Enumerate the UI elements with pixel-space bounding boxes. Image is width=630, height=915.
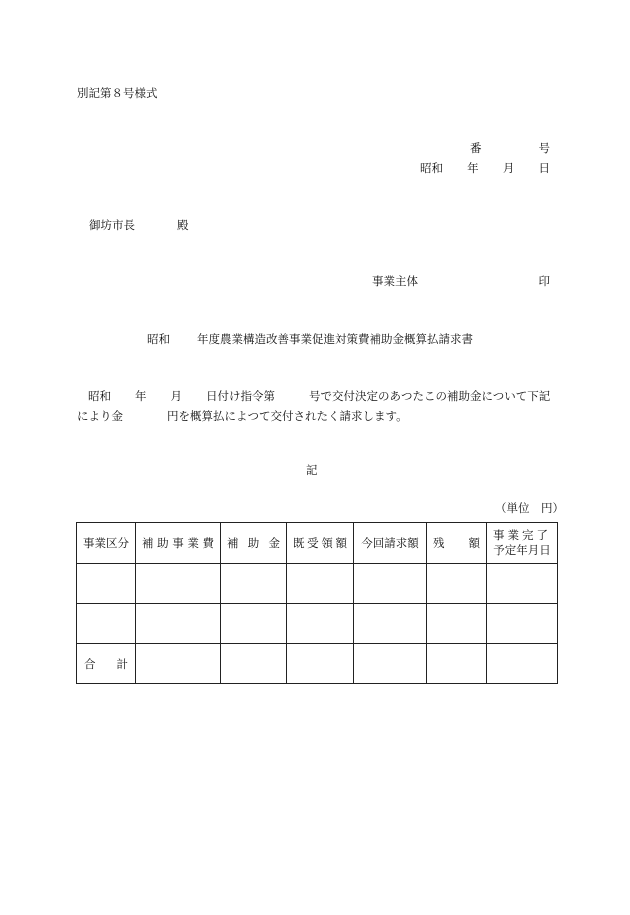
addressee-line [89, 217, 189, 233]
ki-heading: 記 [306, 463, 318, 477]
document-date-line [420, 160, 550, 176]
header-zangaku: 残 額 [427, 523, 487, 564]
body-end: 円を概算払によつて交付されたく請求します。 [167, 409, 408, 423]
seal-mark: 印 [538, 274, 550, 288]
body-mid: 号で交付決定のあつたこの補助金について下記により金 [77, 389, 551, 423]
date-month-label: 月 [502, 161, 515, 175]
body-era: 昭和 [88, 389, 111, 403]
body-date-part: 日付け指令第 [206, 389, 275, 403]
header-kijuryogaku: 既 受 領 額 [287, 523, 354, 564]
addressee-honorific: 殿 [177, 218, 189, 232]
document-number-line [470, 140, 550, 156]
date-year-label: 年 [467, 161, 479, 175]
total-label: 合 計 [77, 644, 136, 684]
title-text: 年度農業構造改善事業促進対策費補助金概算払請求書 [197, 332, 473, 346]
table-header-row [77, 523, 558, 564]
form-number: 別記第８号様式 [77, 86, 158, 100]
body-month: 月 [170, 389, 182, 403]
date-day-label: 日 [538, 161, 550, 175]
table-row [77, 604, 558, 644]
go-label: 号 [538, 141, 550, 155]
table-row [77, 564, 558, 604]
date-era: 昭和 [420, 161, 443, 175]
addressee-name: 御坊市長 [89, 218, 135, 232]
header-kanryo-yotei: 事業完了 予定年月日 [487, 523, 558, 564]
table-total-row [77, 644, 558, 684]
body-year: 年 [135, 389, 147, 403]
sender-line [372, 273, 550, 289]
unit-note: （単位 円） [495, 501, 564, 515]
header-jigyo-kubun: 事業区分 [77, 523, 136, 564]
ban-label: 番 [470, 141, 482, 155]
header-hojo-jigyohi: 補 助 事 業 費 [136, 523, 221, 564]
title-era: 昭和 [147, 332, 170, 346]
sender-label: 事業主体 [372, 274, 418, 288]
document-title [147, 331, 473, 347]
header-konkai-seikyugaku: 今回請求額 [354, 523, 427, 564]
subsidy-table [76, 522, 558, 684]
request-body [77, 386, 553, 426]
header-hojokin: 補 助 金 [221, 523, 287, 564]
